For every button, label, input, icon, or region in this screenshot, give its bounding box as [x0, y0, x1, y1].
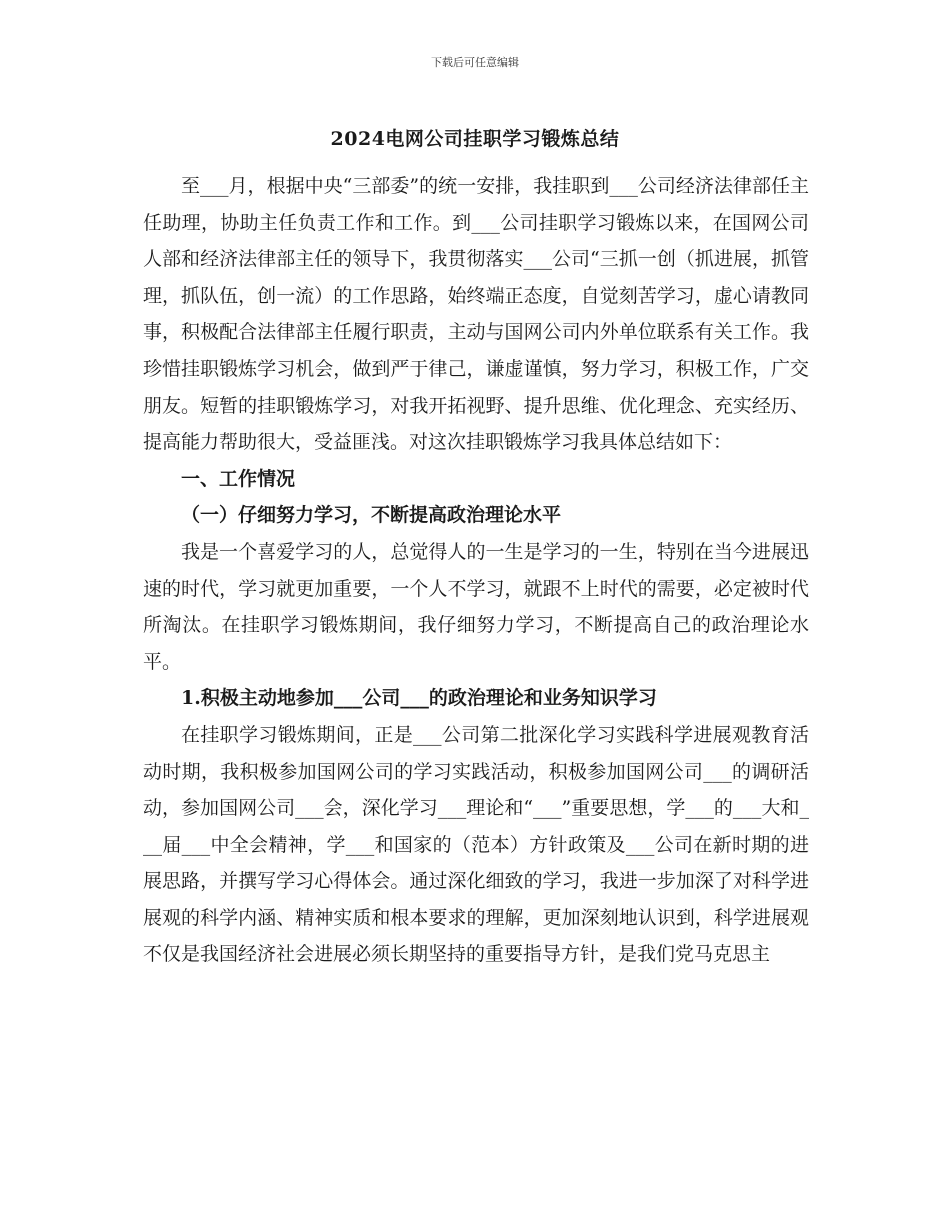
document-title: 2024电网公司挂职学习锻炼总结	[330, 128, 620, 150]
subsection-paragraph: 我是一个喜爱学习的人，总觉得人的一生是学习的一生，特别在当今进展迅速的时代，学习就更加重要，一个人不学习，就跟不上时代的需要，必定被时代所淘汰。在挂职学习锻炼期间，我仔细努力学习，不断提高自己的政治理论水平。	[143, 540, 809, 673]
intro-paragraph: 至___月，根据中央“三部委”的统一安排，我挂职到___公司经济法律部任主任助理，协助主任负责工作和工作。到___公司挂职学习锻炼以来，在国网公司人部和经济法律部主任的领导下，我贯彻落实___公司“三抓一创（抓进展，抓管理，抓队伍，创一流）的工作思路，始终端正态度，自觉刻苦学习，虚心请教同事，积极配合法律部主任履行职责，主动与国网公司内外单位联系有关工作。我珍惜挂职锻炼学习机会，做到严于律己，谦虚谨慎，努力学习，积极工作，广交朋友。短暂的挂职锻炼学习，对我开拓视野、提升思维、优化理念、充实经历、提高能力帮助很大，受益匪浅。对这次挂职锻炼学习我具体总结如下：	[143, 175, 809, 454]
item-heading: 1.积极主动地参加___公司___的政治理论和业务知识学习	[181, 687, 657, 710]
document-body	[143, 168, 809, 973]
subsection-heading: （一）仔细努力学习，不断提高政治理论水平	[181, 504, 562, 527]
section-heading: 一、工作情况	[181, 467, 296, 490]
page-header: 下载后可任意编辑	[431, 56, 519, 69]
item-paragraph: 在挂职学习锻炼期间，正是___公司第二批深化学习实践科学进展观教育活动时期，我积极参加国网公司的学习实践活动，积极参加国网公司___的调研活动，参加国网公司___会，深化学习___理论和“___”重要思想，学___的___大和___届___中全会精神，学___和国家的（范本）方针政策及___公司在新时期的进展思路，并撰写学习心得体会。通过深化细致的学习，我进一步加深了对科学进展观的科学内涵、精神实质和根本要求的理解，更加深刻地认识到，科学进展观不仅是我国经济社会进展必须长期坚持的重要指导方针，是我们党马克思主	[143, 723, 809, 966]
